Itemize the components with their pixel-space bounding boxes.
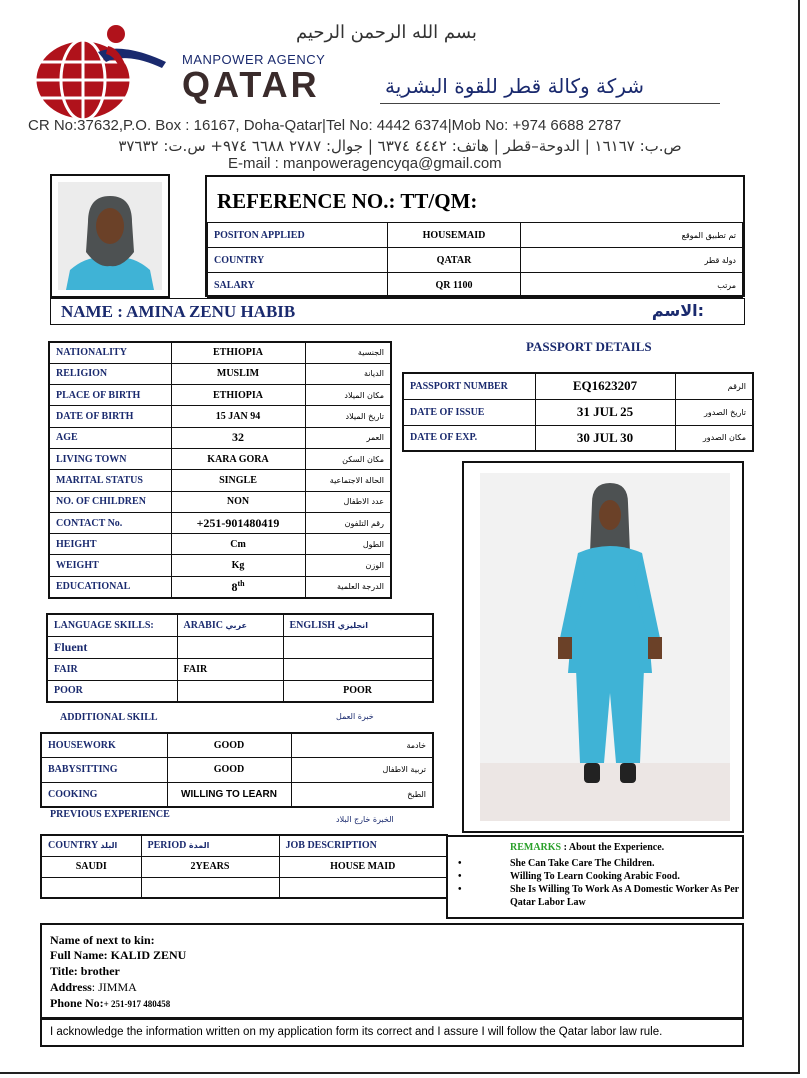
date-of-issue-arabic: تاريخ الصدور [675,399,753,425]
position-label: POSITON APPLIED [208,223,388,248]
reference-title: REFERENCE NO.: TT/QM: [217,189,478,213]
personal-label-arabic: الطول [305,534,391,555]
agency-subtitle: MANPOWER AGENCY [182,52,326,67]
fluent-english [283,636,433,658]
personal-label-arabic: رقم التلفون [305,512,391,533]
personal-value: KARA GORA [171,448,305,469]
previous-experience-heading: PREVIOUS EXPERIENCE [50,809,170,820]
country-label-arabic: دولة قطر [521,248,743,273]
personal-value: 8th [171,576,305,597]
table-row [47,614,433,636]
reference-section [205,175,745,297]
table-row [47,636,433,658]
fair-english [283,658,433,680]
person-portrait-icon [58,182,162,290]
contact-line-arabic: ص.ب: ١٦١٦٧ | الدوحة–قطر | هاتف: ٤٤٤٢ ٦٣٧٤ | جوال: ٢٧٨٧ ٦٦٨٨ ٩٧٤+ س.ت: ٣٧٦٣٢ [118,137,682,155]
table-row [208,273,743,298]
ordinal-suffix: th [237,578,245,588]
personal-value: Kg [171,555,305,576]
remarks-list [458,857,742,909]
personal-value: 15 JAN 94 [171,406,305,427]
person-full-body-icon [480,473,730,821]
table-row [41,856,447,877]
position-value: HOUSEMAID [388,223,521,248]
poor-english: POOR [283,680,433,702]
agency-arabic-name: شركة وكالة قطر للقوة البشرية [385,74,645,98]
remarks-box [446,835,744,919]
table-row [49,342,391,363]
personal-label: MARITAL STATUS [49,470,171,491]
personal-value: Cm [171,534,305,555]
cooking-arabic: الطبخ [291,782,433,807]
table-row [49,406,391,427]
experience-table [40,834,448,899]
basmala: بسم الله الرحمن الرحيم [296,22,477,43]
passport-photo [50,174,170,298]
passport-number-arabic: الرقم [675,373,753,399]
reference-table [207,222,743,298]
babysitting-value: GOOD [167,758,291,783]
passport-number-value: EQ1623207 [535,373,675,399]
personal-label: EDUCATIONAL [49,576,171,597]
date-of-exp-arabic: مكان الصدور [675,425,753,451]
kin-phone-label: Phone No: [50,996,104,1010]
kin-title-value: brother [80,964,120,978]
fluent-arabic [177,636,283,658]
personal-label: HEIGHT [49,534,171,555]
personal-label-arabic: الحالة الاجتماعية [305,470,391,491]
country-column-header: COUNTRY البلد [41,835,141,856]
next-of-kin-section [40,923,744,1019]
header-divider [380,103,720,104]
personal-label-arabic: الجنسية [305,342,391,363]
table-row [49,491,391,512]
name-label-arabic: الاسم: [651,301,704,320]
table-row [41,877,447,898]
table-row [208,223,743,248]
kin-name-label: Full Name: [50,948,111,962]
list-item: • Willing To Learn Cooking Arabic Food. [458,870,742,883]
personal-label: AGE [49,427,171,448]
cooking-label: COOKING [41,782,167,807]
list-item: • She Is Willing To Work As A Domestic Worker As Per Qatar Labor Law [458,883,742,909]
personal-label-arabic: العمر [305,427,391,448]
name-section [50,298,745,325]
table-row [49,512,391,533]
job-column-header: JOB DESCRIPTION [279,835,447,856]
personal-value: NON [171,491,305,512]
skills-table [40,732,434,808]
full-body-photo [462,461,744,833]
personal-label: WEIGHT [49,555,171,576]
exp-period: 2YEARS [141,856,279,877]
table-row [47,680,433,702]
list-item: • She Can Take Care The Children. [458,857,742,870]
personal-label-arabic: مكان الميلاد [305,385,391,406]
housework-arabic: خادمة [291,733,433,758]
table-row [403,373,753,399]
poor-arabic [177,680,283,702]
passport-details-title: PASSPORT DETAILS [526,339,652,354]
fluent-label: Fluent [47,636,177,658]
table-row [41,782,433,807]
housework-label: HOUSEWORK [41,733,167,758]
table-row [49,534,391,555]
remarks-subtitle: : About the Experience. [561,842,665,853]
personal-value: MUSLIM [171,363,305,384]
personal-label: NATIONALITY [49,342,171,363]
exp-country [41,877,141,898]
acknowledgement-text: I acknowledge the information written on my application form its correct and I assure I will follow the Qatar labor law rule. [50,1026,663,1038]
fair-label: FAIR [47,658,177,680]
cooking-value: WILLING TO LEARN [167,782,291,807]
fair-arabic: FAIR [177,658,283,680]
exp-job [279,877,447,898]
personal-label: CONTACT No. [49,512,171,533]
exp-period [141,877,279,898]
table-row [403,425,753,451]
salary-value: QR 1100 [388,273,521,298]
kin-address-label: Address [50,980,92,994]
language-skills-label: LANGUAGE SKILLS: [47,614,177,636]
date-of-exp-value: 30 JUL 30 [535,425,675,451]
country-label: COUNTRY [208,248,388,273]
remarks-title: REMARKS [510,842,562,853]
period-column-header: PERIOD المدة [141,835,279,856]
personal-value: ETHIOPIA [171,342,305,363]
personal-value: ETHIOPIA [171,385,305,406]
table-row [403,399,753,425]
globe-logo-icon [28,22,168,127]
personal-label-arabic: الدرجة العلمية [305,576,391,597]
arabic-column-header: ARABIC عربي [177,614,283,636]
table-row [49,385,391,406]
table-row [41,835,447,856]
agency-title: QATAR [182,64,320,105]
table-row [47,658,433,680]
personal-value: +251-901480419 [171,512,305,533]
country-value: QATAR [388,248,521,273]
personal-details-table [48,341,392,599]
table-row [208,248,743,273]
salary-label: SALARY [208,273,388,298]
personal-label-arabic: عدد الاطفال [305,491,391,512]
additional-skill-arabic: خبرة العمل [336,712,374,721]
table-row [49,555,391,576]
personal-value: 32 [171,427,305,448]
kin-phone-value: + 251-917 480458 [103,999,171,1009]
table-row [49,427,391,448]
poor-label: POOR [47,680,177,702]
table-row [41,758,433,783]
date-of-issue-label: DATE OF ISSUE [403,399,535,425]
email-line: E-mail : manpoweragencyqa@gmail.com [228,155,502,172]
babysitting-arabic: تربية الاطفال [291,758,433,783]
table-row [49,363,391,384]
personal-label: PLACE OF BIRTH [49,385,171,406]
previous-experience-arabic: الخبرة خارج البلاد [336,815,394,824]
personal-label-arabic: الديانة [305,363,391,384]
exp-country: SAUDI [41,856,141,877]
personal-label-arabic: تاريخ الميلاد [305,406,391,427]
personal-label: NO. OF CHILDREN [49,491,171,512]
table-row [41,733,433,758]
personal-label-arabic: مكان السكن [305,448,391,469]
housework-value: GOOD [167,733,291,758]
personal-value: SINGLE [171,470,305,491]
table-row [49,576,391,597]
date-of-exp-label: DATE OF EXP. [403,425,535,451]
name-field: NAME : AMINA ZENU HABIB [61,302,296,321]
personal-label: DATE OF BIRTH [49,406,171,427]
salary-label-arabic: مرتب [521,273,743,298]
kin-address-value: : JIMMA [91,980,137,994]
english-column-header: ENGLISH انجليزي [283,614,433,636]
additional-skill-heading: ADDITIONAL SKILL [60,712,158,723]
position-label-arabic: تم تطبيق الموقع [521,223,743,248]
kin-title-label: Title: [50,964,81,978]
personal-label: LIVING TOWN [49,448,171,469]
personal-label-arabic: الوزن [305,555,391,576]
table-row [49,470,391,491]
exp-job: HOUSE MAID [279,856,447,877]
babysitting-label: BABYSITTING [41,758,167,783]
contact-line: CR No:37632,P.O. Box : 16167, Doha-Qatar|Tel No: 4442 6374|Mob No: +974 6688 2787 [28,117,622,134]
language-skills-table [46,613,434,703]
personal-label: RELIGION [49,363,171,384]
table-row [49,448,391,469]
acknowledgement [40,1019,744,1047]
kin-title: Name of next to kin: [50,933,155,947]
date-of-issue-value: 31 JUL 25 [535,399,675,425]
passport-number-label: PASSPORT NUMBER [403,373,535,399]
kin-name-value: KALID ZENU [110,948,187,962]
passport-table [402,372,754,452]
